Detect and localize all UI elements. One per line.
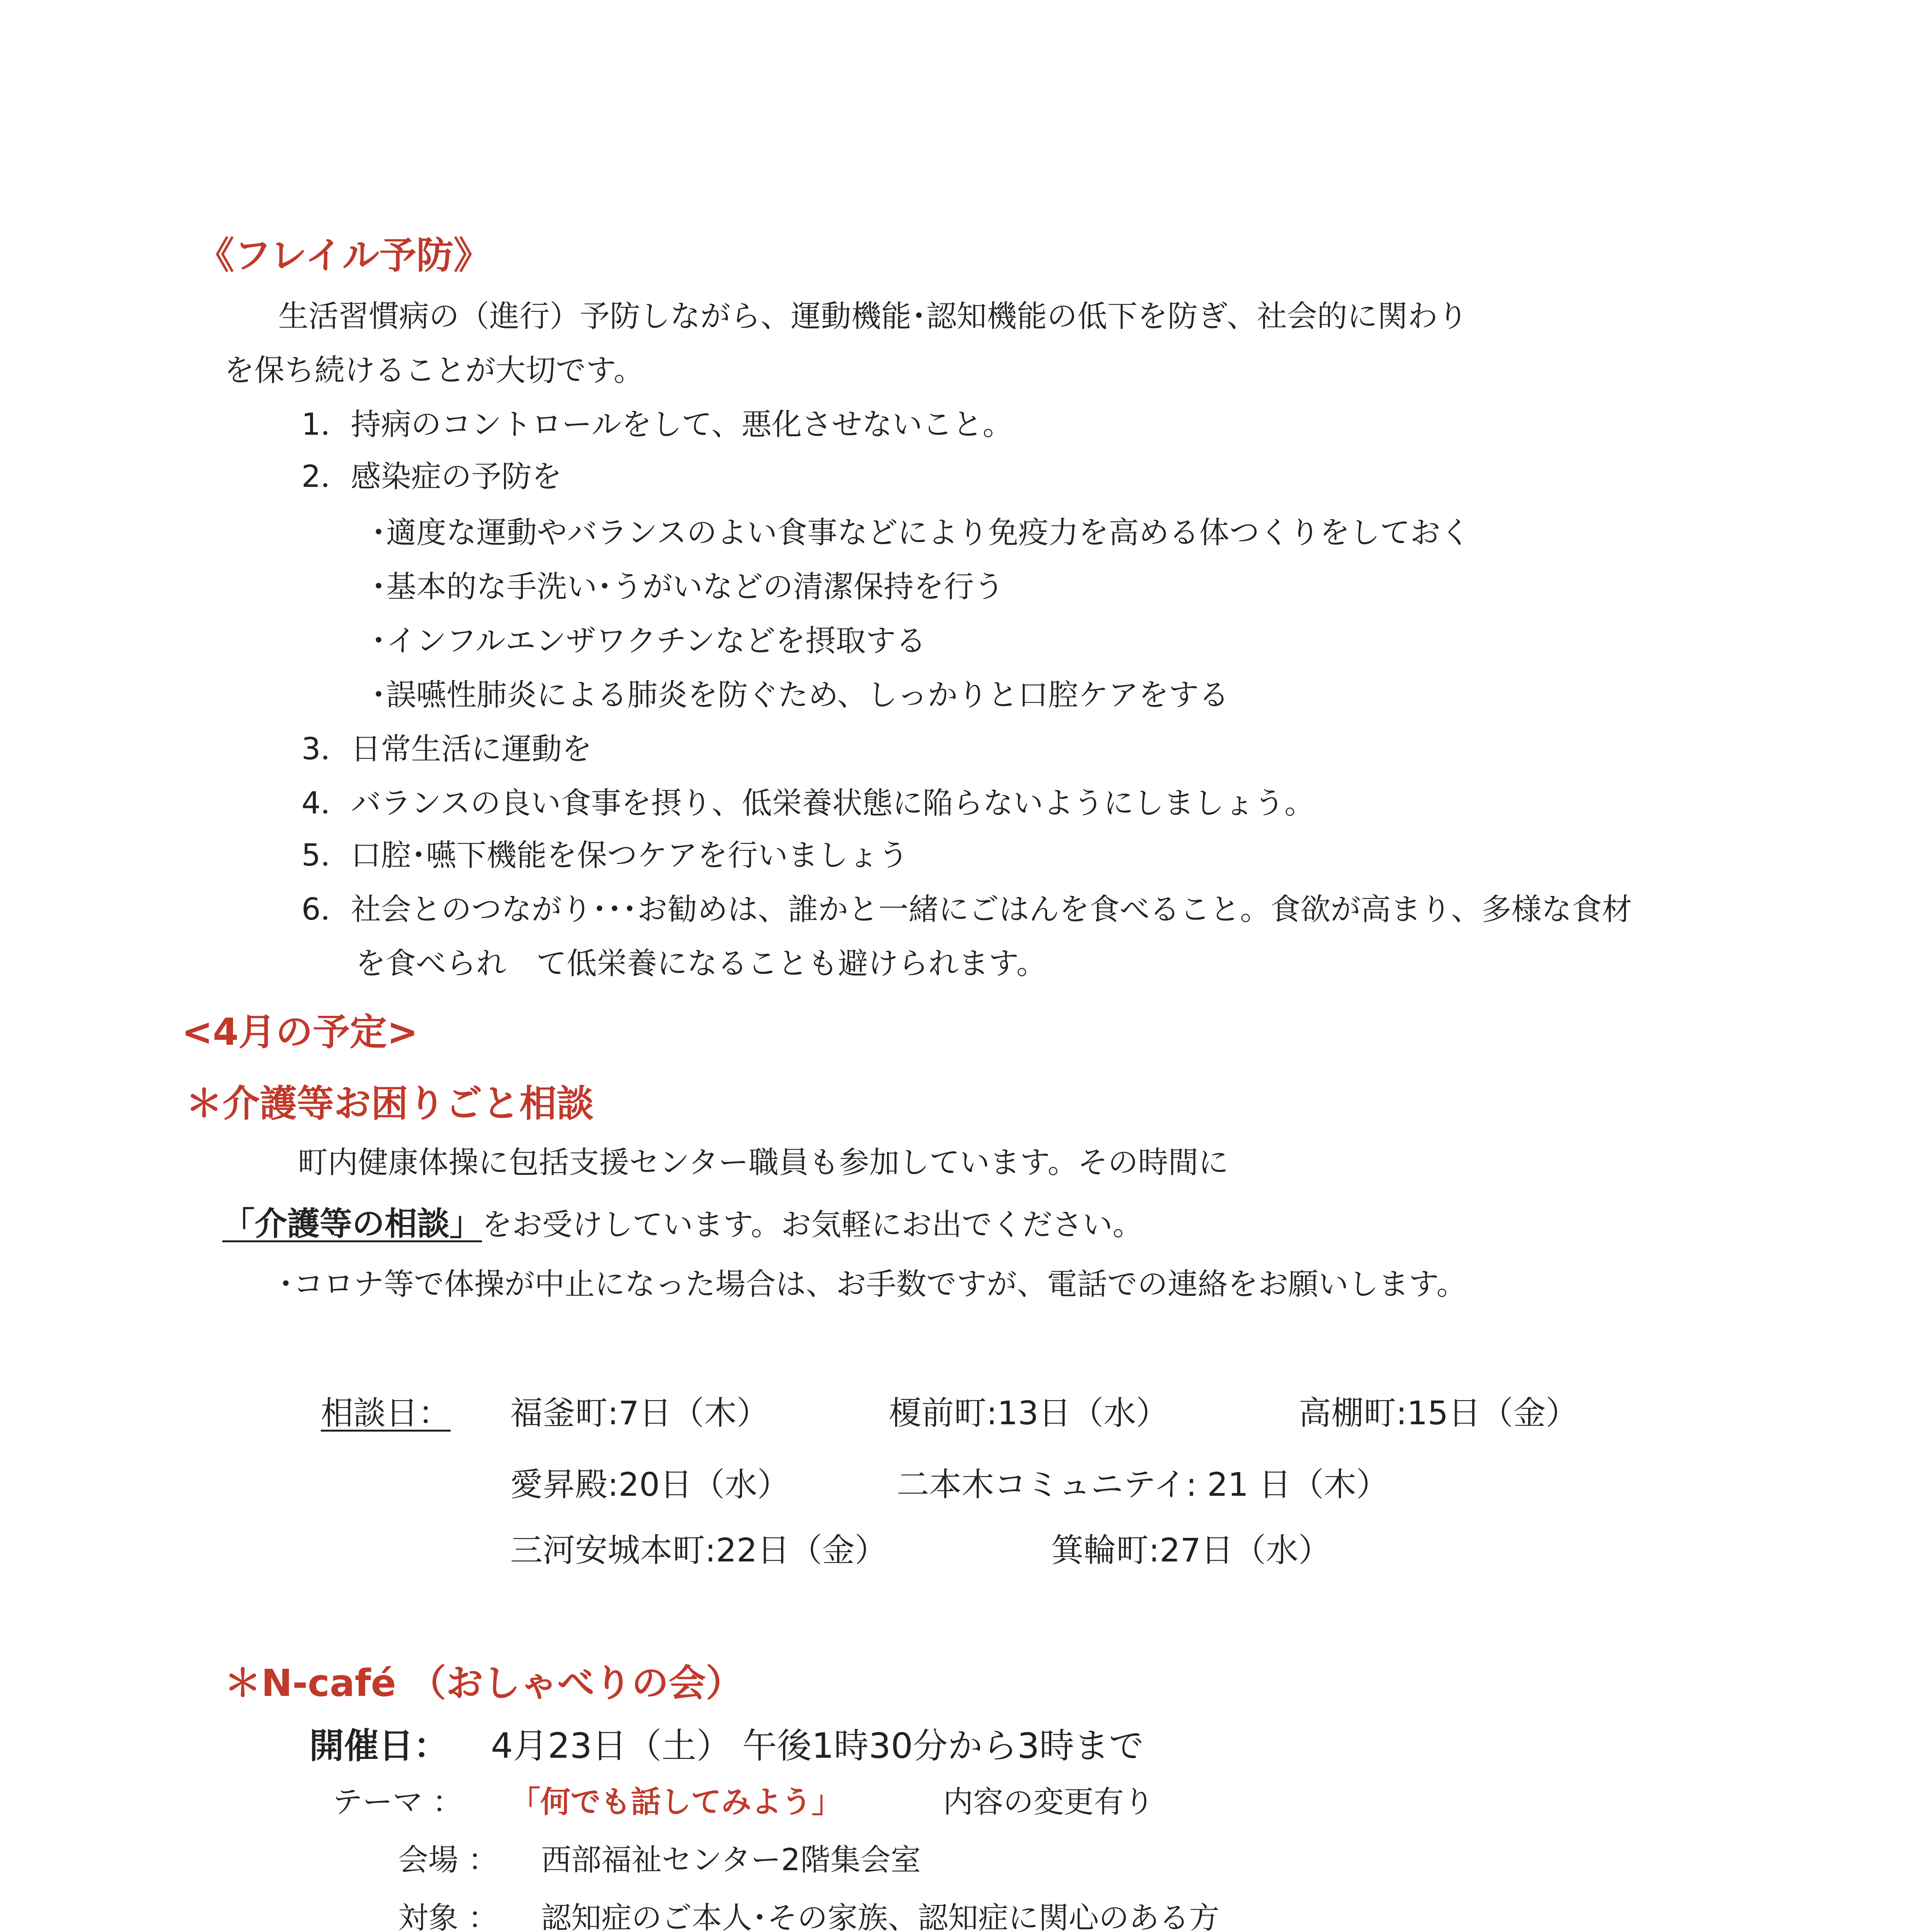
frail-sub-3: ･インフルエンザワクチンなどを摂取する — [371, 624, 926, 658]
consult-day-aishoden: 愛昇殿:20日（水） — [510, 1466, 790, 1503]
frail-item-4: 4．バランスの良い食事を摂り、低栄養状態に陥らないようにしましょう。 — [301, 786, 1315, 821]
april-heading: <4月の予定> — [182, 1010, 418, 1054]
ncafe-theme-value: 「何でも話してみよう」 — [510, 1785, 842, 1820]
ncafe-theme-label: テーマ ： — [332, 1785, 463, 1820]
consult-quote: 「介護等の相談」 — [222, 1205, 482, 1243]
frail-heading: 《フレイル予防》 — [197, 234, 491, 277]
consult-day-fukama: 福釜町:7日（木） — [510, 1394, 769, 1432]
frail-sub-2: ･基本的な手洗い･うがいなどの清潔保持を行う — [371, 570, 1004, 604]
frail-sub-1: ･適度な運動やバランスのよい食事などにより免疫力を高める体つくりをしておく — [371, 515, 1471, 550]
consult-day-takatana: 高棚町:15日（金） — [1299, 1394, 1578, 1432]
consult-line-2 — [222, 1198, 1143, 1245]
ncafe-target-value: 認知症のご本人･その家族、認知症に関心のある方 — [541, 1901, 1220, 1932]
frail-item-5: 5．口腔･嚥下機能を保つケアを行いましょう — [301, 838, 909, 873]
ncafe-theme-note: 内容の変更有り — [943, 1785, 1154, 1820]
frail-item-6-line-1: 6．社会とのつながり･･･お勧めは、誰かと一緒にごはんを食べること。食欲が高まり、多様な食材 — [301, 892, 1632, 927]
consult-days-label: 相談日： — [321, 1394, 451, 1432]
consult-day-minowa: 箕輪町:27日（水） — [1051, 1531, 1331, 1569]
frail-item-3: 3．日常生活に運動を — [301, 732, 592, 767]
frail-item-1: 1．持病のコントロールをして、悪化させないこと。 — [301, 407, 1013, 442]
frail-item-2: 2．感染症の予防を — [301, 459, 562, 494]
ncafe-date-value: 4月23日（土） 午後1時30分から3時まで — [491, 1726, 1144, 1766]
frail-intro-line-1: 生活習慣病の（進行）予防しながら、運動機能･認知機能の低下を防ぎ、社会的に関わり — [278, 299, 1468, 334]
ncafe-venue-label: 会場 ： — [398, 1843, 498, 1878]
ncafe-venue-value: 西部福祉センター2階集会室 — [541, 1843, 921, 1878]
consult-heading: ＊介護等お困りごと相談 — [186, 1082, 594, 1125]
consult-line-1: 町内健康体操に包括支援センター職員も参加しています。その時間に — [298, 1145, 1229, 1180]
ncafe-heading: ＊N-café （おしゃべりの会） — [224, 1662, 743, 1705]
frail-sub-4: ･誤嚥性肺炎による肺炎を防ぐため、しっかりと口腔ケアをする — [371, 678, 1229, 713]
consult-day-mikawa-anjo: 三河安城本町:22日（金） — [510, 1531, 887, 1569]
consult-line-2-rest: をお受けしています。お気軽にお出でください。 — [482, 1208, 1143, 1242]
frail-item-6-line-2: を食べられ て低栄養になることも避けられます。 — [356, 946, 1047, 981]
consult-day-enomae: 榎前町:13日（水） — [889, 1394, 1169, 1432]
consult-day-nihongi: 二本木コミュニテイ: 21 日（木） — [897, 1466, 1389, 1503]
ncafe-date-label: 開催日： — [309, 1726, 448, 1766]
frail-intro-line-2: を保ち続けることが大切です。 — [224, 353, 644, 388]
consult-note: ･コロナ等で体操が中止になった場合は、お手数ですが、電話での連絡をお願いします。 — [278, 1267, 1467, 1302]
ncafe-target-label: 対象 ： — [398, 1901, 498, 1932]
page-stamp-artifact — [216, 46, 290, 97]
